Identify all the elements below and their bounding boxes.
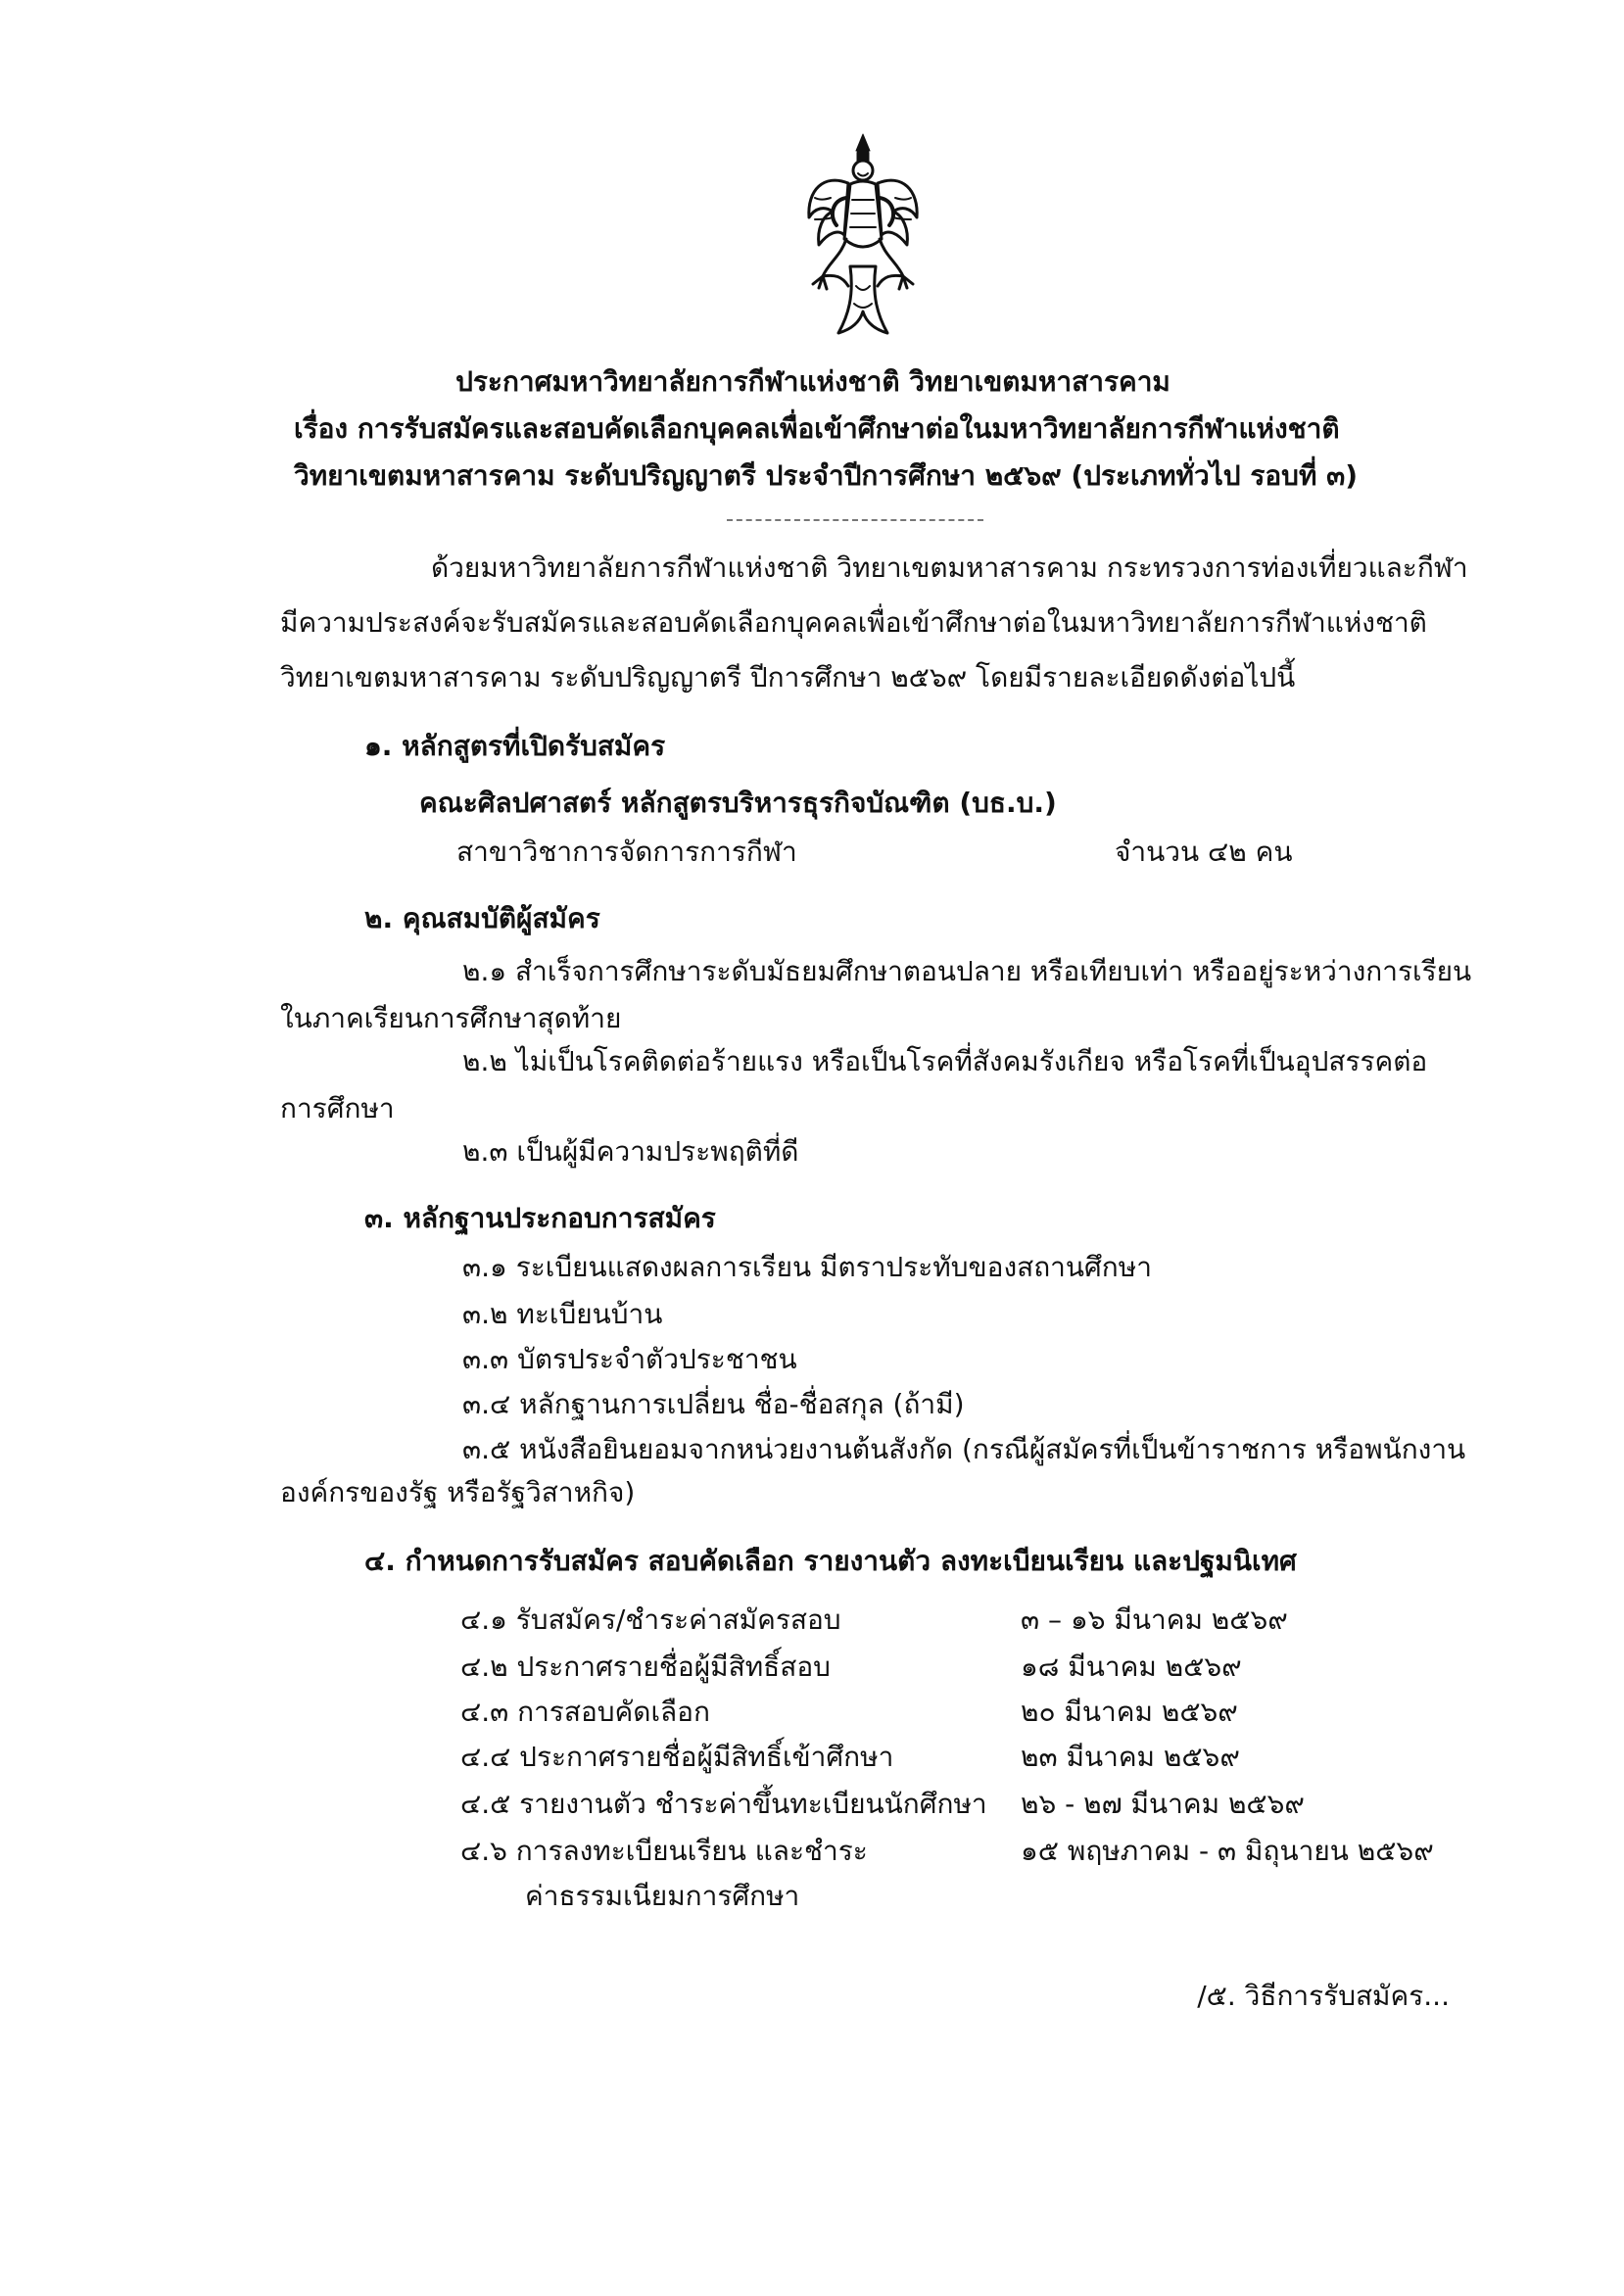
section-3-heading: ๓. หลักฐานประกอบการสมัคร bbox=[364, 1202, 716, 1234]
section-1-heading: ๑. หลักสูตรที่เปิดรับสมัคร bbox=[364, 730, 666, 762]
section-1-faculty: คณะศิลปศาสตร์ หลักสูตรบริหารธุรกิจบัณฑิต (บธ.บ.) bbox=[419, 787, 1057, 819]
intro-line-2: มีความประสงค์จะรับสมัครและสอบคัดเลือกบุคคลเพื่อเข้าศึกษาต่อในมหาวิทยาลัยการกีฬาแห่งชาติ bbox=[280, 606, 1427, 639]
schedule-row-6-label-line-2: ค่าธรรมเนียมการศึกษา bbox=[525, 1880, 800, 1912]
schedule-row-5-date: ๒๖ - ๒๗ มีนาคม ๒๕๖๙ bbox=[1021, 1788, 1305, 1820]
section-2-heading: ๒. คุณสมบัติผู้สมัคร bbox=[364, 902, 600, 934]
section-4-heading: ๔. กำหนดการรับสมัคร สอบคัดเลือก รายงานตัว ลงทะเบียนเรียน และปฐมนิเทศ bbox=[364, 1545, 1297, 1577]
section-3-item-5-line-2: องค์กรของรัฐ หรือรัฐวิสาหกิจ) bbox=[280, 1476, 636, 1508]
schedule-row-4-label: ๔.๔ ประกาศรายชื่อผู้มีสิทธิ์เข้าศึกษา bbox=[460, 1741, 894, 1773]
schedule-row-5-label: ๔.๕ รายงานตัว ชำระค่าขึ้นทะเบียนนักศึกษา bbox=[460, 1788, 987, 1820]
section-3-item-3: ๓.๓ บัตรประจำตัวประชาชน bbox=[462, 1343, 797, 1375]
section-2-item-3: ๒.๓ เป็นผู้มีความประพฤติที่ดี bbox=[462, 1135, 799, 1168]
section-3-item-1: ๓.๑ ระเบียนแสดงผลการเรียน มีตราประทับของสถานศึกษา bbox=[462, 1251, 1152, 1283]
section-3-item-2: ๓.๒ ทะเบียนบ้าน bbox=[462, 1298, 663, 1330]
header-line-1: ประกาศมหาวิทยาลัยการกีฬาแห่งชาติ วิทยาเขตมหาสารคาม bbox=[455, 365, 1170, 398]
document-header bbox=[294, 359, 1359, 500]
intro-line-1: ด้วยมหาวิทยาลัยการกีฬาแห่งชาติ วิทยาเขตมหาสารคาม กระทรวงการท่องเที่ยวและกีฬา bbox=[431, 551, 1468, 584]
section-2-item-1-line-1: ๒.๑ สำเร็จการศึกษาระดับมัธยมศึกษาตอนปลาย หรือเทียบเท่า หรืออยู่ระหว่างการเรียน bbox=[462, 955, 1472, 987]
schedule-row-1-label: ๔.๑ รับสมัคร/ชำระค่าสมัครสอบ bbox=[460, 1603, 841, 1636]
section-1-major: สาขาวิชาการจัดการการกีฬา bbox=[456, 836, 797, 868]
schedule-row-4-date: ๒๓ มีนาคม ๒๕๖๙ bbox=[1021, 1741, 1240, 1773]
section-2-item-2-line-2: การศึกษา bbox=[280, 1092, 395, 1124]
schedule-row-2-label: ๔.๒ ประกาศรายชื่อผู้มีสิทธิ์สอบ bbox=[460, 1650, 831, 1683]
header-line-2: เรื่อง การรับสมัครและสอบคัดเลือกบุคคลเพื่อเข้าศึกษาต่อในมหาวิทยาลัยการกีฬาแห่งชาติ bbox=[294, 412, 1340, 445]
section-3-item-4: ๓.๔ หลักฐานการเปลี่ยน ชื่อ-ชื่อสกุล (ถ้ามี) bbox=[462, 1388, 965, 1420]
intro-line-3: วิทยาเขตมหาสารคาม ระดับปริญญาตรี ปีการศึกษา ๒๕๖๙ โดยมีรายละเอียดดังต่อไปนี้ bbox=[280, 661, 1296, 694]
section-3-item-5-line-1: ๓.๕ หนังสือยินยอมจากหน่วยงานต้นสังกัด (กรณีผู้สมัครที่เป็นข้าราชการ หรือพนักงาน bbox=[462, 1433, 1466, 1465]
section-2-item-2-line-1: ๒.๒ ไม่เป็นโรคติดต่อร้ายแรง หรือเป็นโรคที่สังคมรังเกียจ หรือโรคที่เป็นอุปสรรคต่อ bbox=[462, 1045, 1428, 1077]
garuda-emblem-icon bbox=[789, 129, 936, 345]
section-1-quota: จำนวน ๔๒ คน bbox=[1115, 836, 1293, 868]
schedule-row-2-date: ๑๘ มีนาคม ๒๕๖๙ bbox=[1021, 1650, 1242, 1683]
continued-note: /๕. วิธีการรับสมัคร... bbox=[1197, 1980, 1450, 2012]
schedule-row-3-date: ๒๐ มีนาคม ๒๕๖๙ bbox=[1021, 1696, 1238, 1728]
section-2-item-1-line-2: ในภาคเรียนการศึกษาสุดท้าย bbox=[280, 1002, 622, 1034]
schedule-row-6-label-line-1: ๔.๖ การลงทะเบียนเรียน และชำระ bbox=[460, 1835, 868, 1867]
header-divider bbox=[727, 519, 983, 521]
schedule-row-3-label: ๔.๓ การสอบคัดเลือก bbox=[460, 1696, 710, 1728]
header-line-3: วิทยาเขตมหาสารคาม ระดับปริญญาตรี ประจำปีการศึกษา ๒๕๖๙ (ประเภททั่วไป รอบที่ ๓) bbox=[294, 459, 1359, 492]
schedule-row-6-date: ๑๕ พฤษภาคม - ๓ มิถุนายน ๒๕๖๙ bbox=[1021, 1835, 1434, 1867]
schedule-row-1-date: ๓ – ๑๖ มีนาคม ๒๕๖๙ bbox=[1021, 1603, 1288, 1636]
